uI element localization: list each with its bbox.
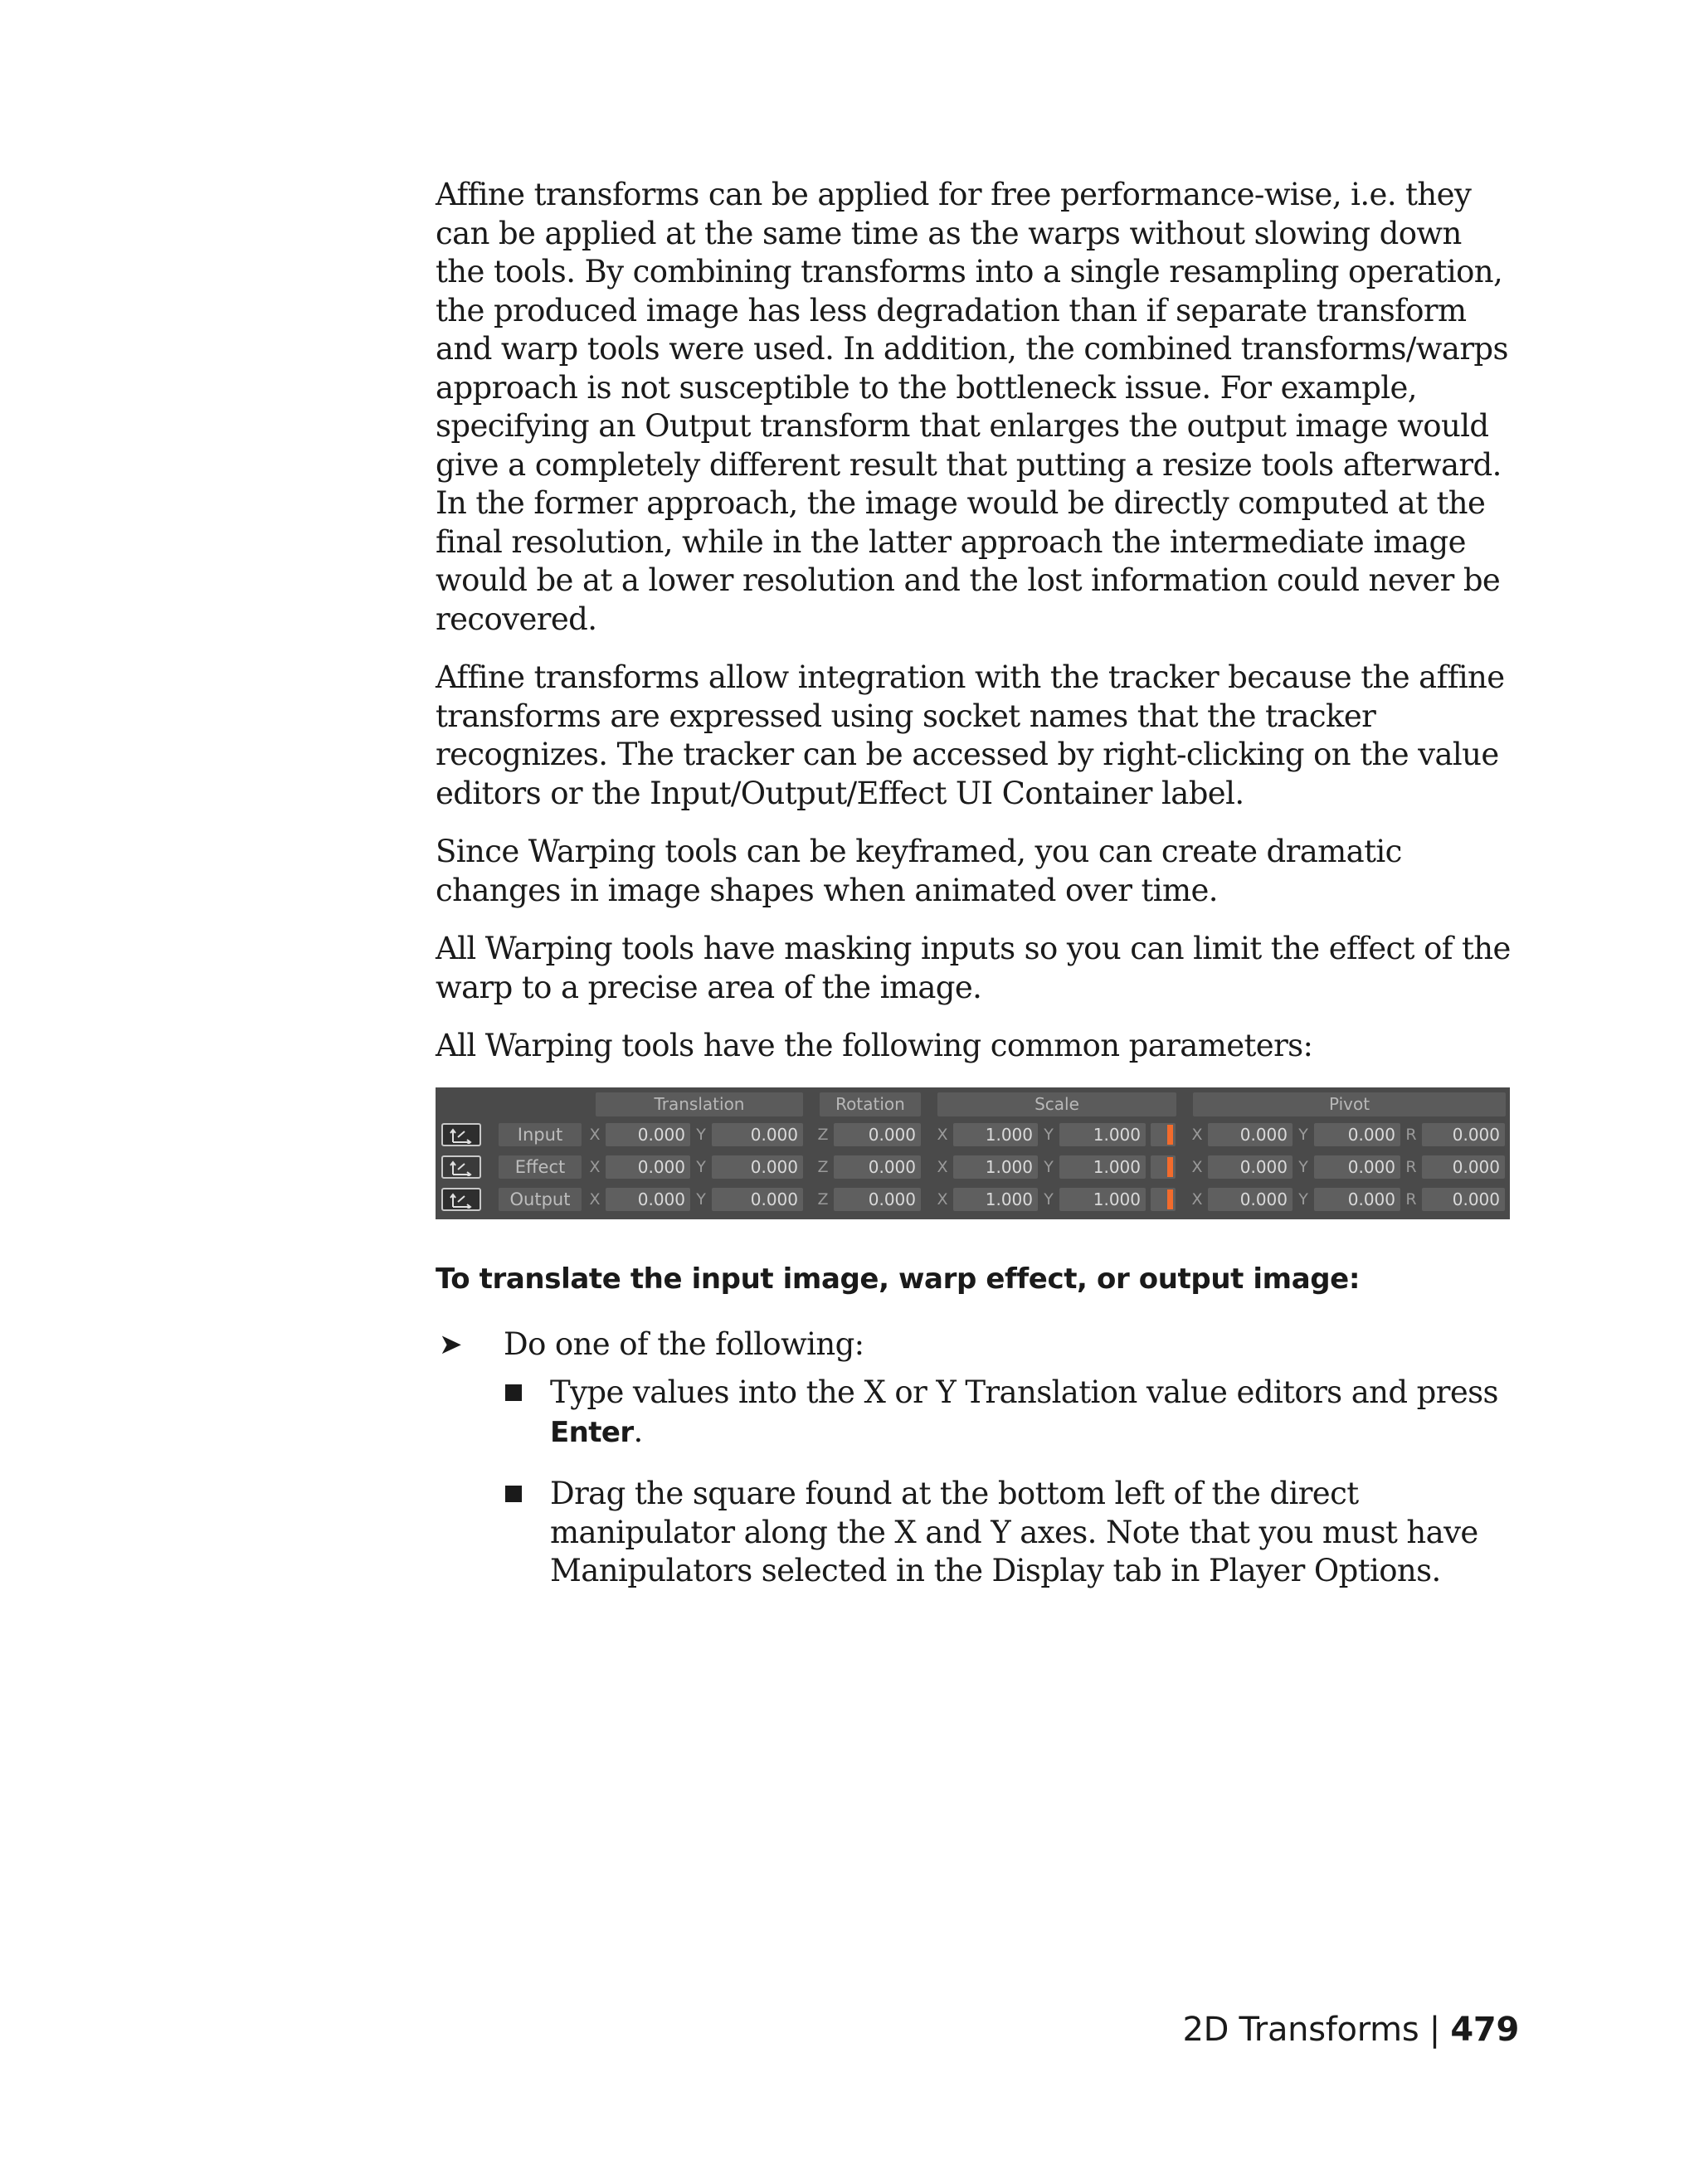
procedure-heading: To translate the input image, warp effect, or output image: <box>436 1262 1361 1296</box>
pivot-y-field[interactable]: 0.000 <box>1314 1123 1400 1146</box>
paragraph-1: Affine transforms can be applied for free performance-wise, i.e. they can be applied at the same time as the warps without slowing down the tools. By combining transforms into a single resampling operation, the produced image has less degradation than if separate transform and warp tools were used. In addition, the combined transforms/warps approach is not susceptible to the bottleneck issue. For example, specifying an Output transform that enlarges the output image would give a completely different result that putting a resize tools afterward. In the former approach, the image would be directly computed at the final resolution, while in the latter approach the intermediate image would be at a lower resolution and the lost information could never be recovered. <box>436 177 1508 637</box>
axis-label-x: X <box>1191 1189 1203 1209</box>
bullet-item-2 <box>436 1475 1516 1591</box>
axis-label-r: R <box>1405 1125 1417 1144</box>
square-bullet-icon <box>505 1384 522 1401</box>
footer-separator: | <box>1429 2011 1440 2049</box>
translation-y-field[interactable]: 0.000 <box>712 1188 803 1211</box>
axis-label-y: Y <box>696 1125 706 1144</box>
rotation-z-field[interactable]: 0.000 <box>834 1123 921 1146</box>
transform-toggle-button[interactable] <box>441 1123 481 1146</box>
enter-key-label: Enter <box>550 1415 634 1449</box>
rotation-z-field[interactable]: 0.000 <box>834 1155 921 1179</box>
transform-row-output <box>436 1186 1510 1214</box>
footer-section-title: 2D Transforms <box>1182 2011 1419 2049</box>
axis-label-x: X <box>589 1157 601 1176</box>
axis-label-r: R <box>1405 1157 1417 1176</box>
transform-row-input <box>436 1121 1510 1149</box>
axis-label-y: Y <box>1044 1157 1054 1176</box>
row-label[interactable]: Effect <box>499 1155 582 1179</box>
scale-lock-toggle[interactable] <box>1151 1123 1176 1146</box>
paragraph-4: All Warping tools have masking inputs so you can limit the effect of the warp to a precise area of the image. <box>436 931 1511 1005</box>
page-number: 479 <box>1450 2011 1519 2049</box>
bullet-item-1 <box>436 1374 1516 1452</box>
pivot-y-field[interactable]: 0.000 <box>1314 1188 1400 1211</box>
bullet-text: Drag the square found at the bottom left of the direct manipulator along the X and Y axes. Note that you must have Manipulators selected in the Display tab in Player Options. <box>550 1476 1478 1588</box>
rotation-header: Rotation <box>820 1092 921 1116</box>
axis-label-z: Z <box>817 1125 829 1144</box>
bullet-text-before: Type values into the X or Y Translation value editors and press <box>550 1374 1498 1410</box>
axis-label-y: Y <box>696 1189 706 1209</box>
scale-y-field[interactable]: 1.000 <box>1059 1155 1146 1179</box>
translation-header: Translation <box>596 1092 803 1116</box>
axis-label-x: X <box>937 1189 948 1209</box>
scale-y-field[interactable]: 1.000 <box>1059 1188 1146 1211</box>
paragraph-3: Since Warping tools can be keyframed, you can create dramatic changes in image shapes when animated over time. <box>436 834 1402 908</box>
axis-label-z: Z <box>817 1157 829 1176</box>
transform-arrows-icon <box>450 1192 473 1209</box>
translation-y-field[interactable]: 0.000 <box>712 1155 803 1179</box>
transform-row-effect <box>436 1154 1510 1181</box>
translation-y-field[interactable]: 0.000 <box>712 1123 803 1146</box>
transform-parameters-panel <box>436 1087 1510 1219</box>
translation-x-field[interactable]: 0.000 <box>606 1188 690 1211</box>
axis-label-x: X <box>1191 1125 1203 1144</box>
scale-x-field[interactable]: 1.000 <box>953 1188 1038 1211</box>
pivot-header: Pivot <box>1193 1092 1506 1116</box>
row-label[interactable]: Output <box>499 1188 582 1211</box>
scale-lock-toggle[interactable] <box>1151 1155 1176 1179</box>
transform-toggle-button[interactable] <box>441 1188 481 1211</box>
axis-label-y: Y <box>696 1157 706 1176</box>
transform-toggle-button[interactable] <box>441 1155 481 1179</box>
axis-label-x: X <box>589 1189 601 1209</box>
page-content <box>436 176 1516 1591</box>
rotation-z-field[interactable]: 0.000 <box>834 1188 921 1211</box>
paragraph-5: All Warping tools have the following common parameters: <box>436 1028 1313 1063</box>
axis-label-y: Y <box>1298 1157 1308 1176</box>
axis-label-x: X <box>589 1125 601 1144</box>
paragraph-2: Affine transforms allow integration with the tracker because the affine transforms are expressed using socket names that the tracker recognizes. The tracker can be accessed by right-clicking on the value editors or the Input/Output/Effect UI Container label. <box>436 659 1505 811</box>
scale-lock-toggle[interactable] <box>1151 1188 1176 1211</box>
translation-x-field[interactable]: 0.000 <box>606 1155 690 1179</box>
pivot-y-field[interactable]: 0.000 <box>1314 1155 1400 1179</box>
axis-label-y: Y <box>1044 1189 1054 1209</box>
axis-label-x: X <box>937 1157 948 1176</box>
pivot-x-field[interactable]: 0.000 <box>1208 1155 1293 1179</box>
step-arrow-marker: ➤ <box>439 1327 462 1361</box>
scale-x-field[interactable]: 1.000 <box>953 1155 1038 1179</box>
scale-header: Scale <box>937 1092 1176 1116</box>
axis-label-y: Y <box>1044 1125 1054 1144</box>
scale-y-field[interactable]: 1.000 <box>1059 1123 1146 1146</box>
pivot-r-field[interactable]: 0.000 <box>1422 1123 1505 1146</box>
pivot-r-field[interactable]: 0.000 <box>1422 1155 1505 1179</box>
pivot-r-field[interactable]: 0.000 <box>1422 1188 1505 1211</box>
scale-x-field[interactable]: 1.000 <box>953 1123 1038 1146</box>
axis-label-z: Z <box>817 1189 829 1209</box>
transform-arrows-icon <box>450 1160 473 1176</box>
axis-label-y: Y <box>1298 1125 1308 1144</box>
axis-label-y: Y <box>1298 1189 1308 1209</box>
axis-label-x: X <box>1191 1157 1203 1176</box>
translation-x-field[interactable]: 0.000 <box>606 1123 690 1146</box>
transform-arrows-icon <box>450 1127 473 1144</box>
axis-label-x: X <box>937 1125 948 1144</box>
bullet-text-after: . <box>633 1413 643 1449</box>
square-bullet-icon <box>505 1486 522 1502</box>
pivot-x-field[interactable]: 0.000 <box>1208 1188 1293 1211</box>
row-label[interactable]: Input <box>499 1123 582 1146</box>
procedure-step <box>436 1325 1516 1364</box>
pivot-x-field[interactable]: 0.000 <box>1208 1123 1293 1146</box>
step-text: Do one of the following: <box>504 1325 864 1362</box>
axis-label-r: R <box>1405 1189 1417 1209</box>
page-footer <box>1182 2011 1519 2049</box>
